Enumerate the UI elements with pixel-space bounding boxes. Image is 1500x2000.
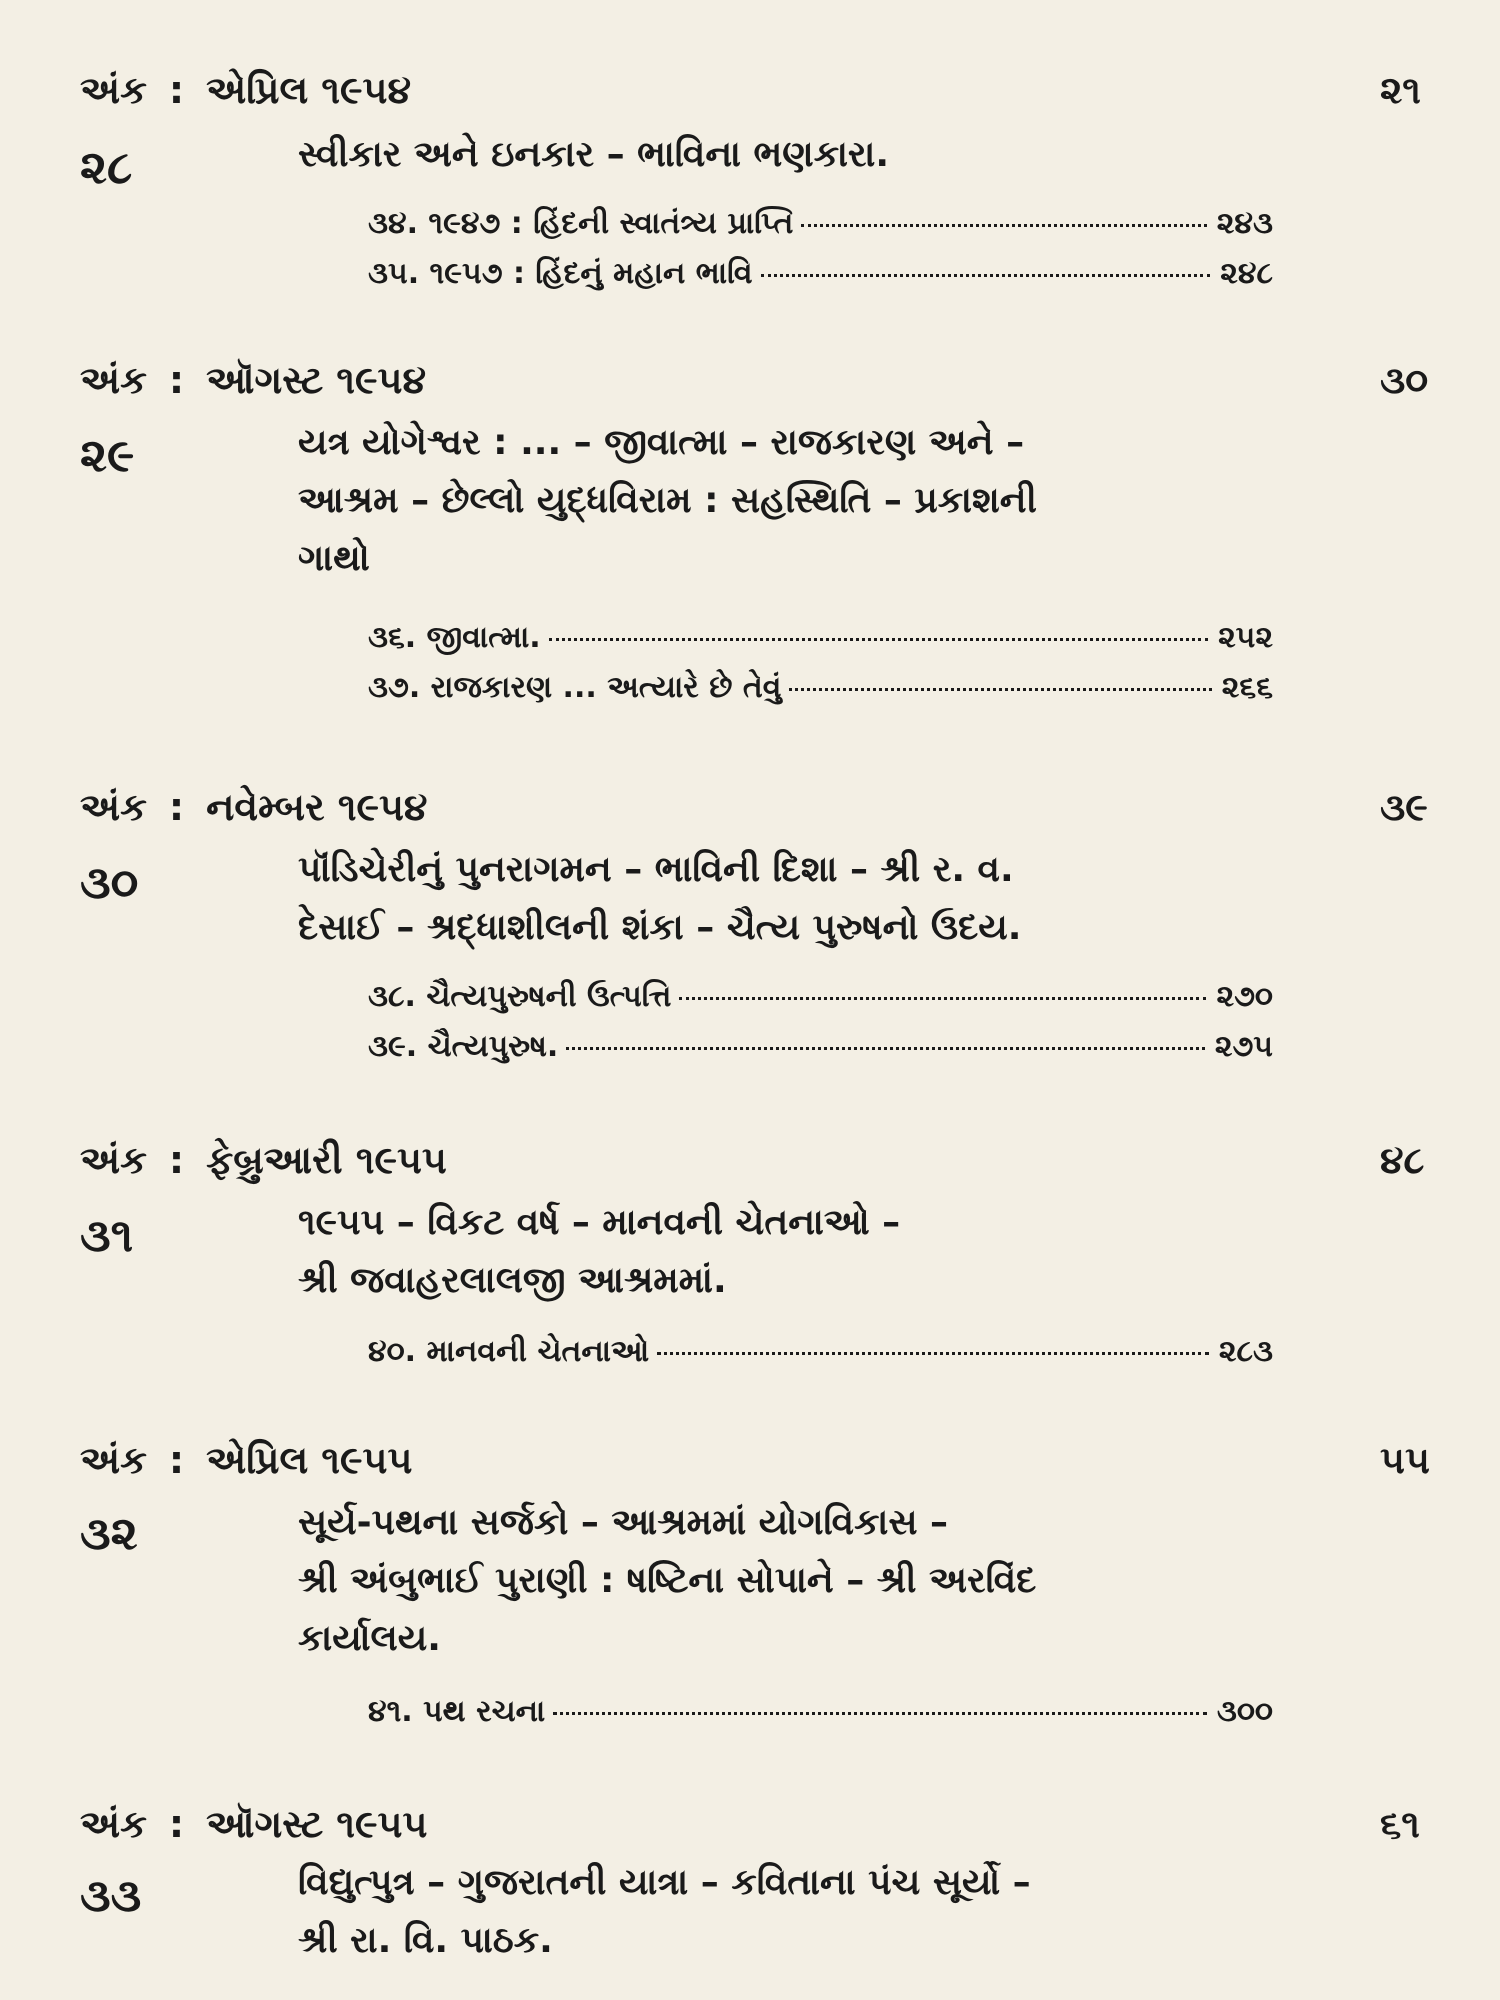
chapter-entry xyxy=(368,1029,1273,1079)
issue-description xyxy=(298,1494,1036,1668)
chapter-page: ૨૮૩ xyxy=(1218,1334,1273,1369)
issue-description xyxy=(298,1854,1031,1970)
chapter-title: ૩૯. ચૈત્યપુરુષ. xyxy=(368,1029,559,1064)
description-line: કાર્યાલય. xyxy=(298,1618,441,1659)
description-line: દેસાઈ – શ્રદ્ધાશીલની શંકા – ચૈત્ય પુરુષનો ઉદય. xyxy=(298,907,1022,948)
chapter-page: ૨૫૨ xyxy=(1218,620,1273,655)
issue-date: ફેબ્રુઆરી ૧૯૫૫ xyxy=(206,1138,447,1182)
issue-description xyxy=(298,414,1037,588)
dot-leader xyxy=(566,1047,1205,1050)
issue-date: એપ્રિલ ૧૯૫૪ xyxy=(206,68,412,112)
chapter-list xyxy=(368,1694,1273,1744)
issue-heading xyxy=(80,68,411,113)
dot-leader xyxy=(553,1712,1207,1715)
issue-number: ૩૦ xyxy=(80,855,139,909)
chapter-list xyxy=(368,620,1273,720)
issue-heading xyxy=(80,358,426,403)
issue-heading xyxy=(80,1802,427,1847)
chapter-list xyxy=(368,979,1273,1079)
issue-colon: : xyxy=(168,1802,185,1846)
description-line: ૧૯૫૫ – વિકટ વર્ષ – માનવની ચેતનાઓ – xyxy=(298,1202,901,1243)
chapter-page: ૨૭૦ xyxy=(1216,979,1273,1014)
description-line: સ્વીકાર અને ઇનકાર – ભાવિના ભણકારા. xyxy=(298,134,890,175)
chapter-entry xyxy=(368,670,1273,720)
issue-label: અંક xyxy=(80,1802,147,1846)
chapter-title: ૩૮. ચૈત્યપુરુષની ઉત્પત્તિ xyxy=(368,979,672,1014)
chapter-page: ૩૦૦ xyxy=(1216,1694,1273,1729)
description-line: ગાથો xyxy=(298,538,370,579)
chapter-page: ૨૪૮ xyxy=(1220,256,1273,291)
description-line: યત્ર યોગેશ્વર : ... – જીવાત્મા – રાજકારણ અને – xyxy=(298,422,1025,463)
chapter-title: ૩૪. ૧૯૪૭ : હિંદની સ્વાતંત્ર્ય પ્રાપ્તિ xyxy=(368,206,794,241)
issue-heading xyxy=(80,1438,412,1483)
chapter-title: ૪૦. માનવની ચેતનાઓ xyxy=(368,1334,650,1369)
issue-number: ૨૯ xyxy=(80,428,135,482)
chapter-page: ૨૪૩ xyxy=(1216,206,1273,241)
issue-date: નવેમ્બર ૧૯૫૪ xyxy=(206,785,428,829)
issue-colon: : xyxy=(168,1438,185,1482)
issue-heading xyxy=(80,1138,447,1183)
chapter-entry xyxy=(368,979,1273,1029)
chapter-page: ૨૬૬ xyxy=(1221,670,1273,705)
dot-leader xyxy=(657,1352,1209,1355)
issue-number: ૩૩ xyxy=(80,1868,142,1922)
issue-page-number: ૪૮ xyxy=(1380,1138,1425,1182)
issue-label: અંક xyxy=(80,358,147,402)
description-line: વિદ્યુત્પુત્ર – ગુજરાતની યાત્રા – કવિતાના પંચ સૂર્યો – xyxy=(298,1862,1031,1903)
issue-label: અંક xyxy=(80,68,147,112)
chapter-entry xyxy=(368,1694,1273,1744)
issue-label: અંક xyxy=(80,1138,147,1182)
issue-number: ૩૧ xyxy=(80,1208,134,1262)
issue-label: અંક xyxy=(80,785,147,829)
issue-colon: : xyxy=(168,68,185,112)
issue-colon: : xyxy=(168,358,185,402)
issue-page-number: ૬૧ xyxy=(1380,1802,1420,1846)
description-line: શ્રી અંબુભાઈ પુરાણી : ષષ્ટિના સોપાને – શ્રી અરવિંદ xyxy=(298,1560,1037,1601)
description-line: આશ્રમ – છેલ્લો યુદ્ધવિરામ : સહસ્થિતિ – પ્રકાશની xyxy=(298,480,1037,521)
issue-number: ૨૮ xyxy=(80,140,133,194)
dot-leader xyxy=(801,224,1206,227)
chapter-entry xyxy=(368,620,1273,670)
chapter-list xyxy=(368,1334,1273,1384)
issue-description xyxy=(298,841,1021,957)
issue-page-number: ૩૦ xyxy=(1380,358,1429,402)
description-line: શ્રી જવાહરલાલજી આશ્રમમાં. xyxy=(298,1260,727,1301)
issue-description xyxy=(298,126,889,184)
issue-date: ઑગસ્ટ ૧૯૫૫ xyxy=(206,1802,428,1846)
dot-leader xyxy=(761,274,1211,277)
issue-description xyxy=(298,1194,900,1310)
issue-number: ૩૨ xyxy=(80,1506,138,1560)
description-line: શ્રી રા. વિ. પાઠક. xyxy=(298,1920,553,1961)
issue-page-number: ૫૫ xyxy=(1380,1438,1430,1482)
dot-leader xyxy=(789,688,1211,691)
issue-colon: : xyxy=(168,785,185,829)
issue-date: ઑગસ્ટ ૧૯૫૪ xyxy=(206,358,426,402)
dot-leader xyxy=(549,638,1208,641)
chapter-title: ૩૭. રાજકારણ ... અત્યારે છે તેવું xyxy=(368,670,782,705)
description-line: પૉંડિચેરીનું પુનરાગમન – ભાવિની દિશા – શ્રી ર. વ. xyxy=(298,849,1014,890)
chapter-page: ૨૭૫ xyxy=(1214,1029,1273,1064)
dot-leader xyxy=(679,997,1206,1000)
chapter-entry xyxy=(368,206,1273,256)
chapter-entry xyxy=(368,256,1273,306)
chapter-title: ૪૧. પથ રચના xyxy=(368,1694,546,1729)
issue-date: એપ્રિલ ૧૯૫૫ xyxy=(206,1438,413,1482)
chapter-entry xyxy=(368,1334,1273,1384)
description-line: સૂર્ય-પથના સર્જકો – આશ્રમમાં યોગવિકાસ – xyxy=(298,1502,949,1543)
chapter-title: ૩૬. જીવાત્મા. xyxy=(368,620,541,655)
chapter-list xyxy=(368,206,1273,306)
chapter-title: ૩૫. ૧૯૫૭ : હિંદનું મહાન ભાવિ xyxy=(368,256,753,291)
issue-page-number: ૨૧ xyxy=(1380,68,1421,112)
issue-heading xyxy=(80,785,427,830)
issue-colon: : xyxy=(168,1138,185,1182)
issue-label: અંક xyxy=(80,1438,147,1482)
issue-page-number: ૩૯ xyxy=(1380,785,1428,829)
